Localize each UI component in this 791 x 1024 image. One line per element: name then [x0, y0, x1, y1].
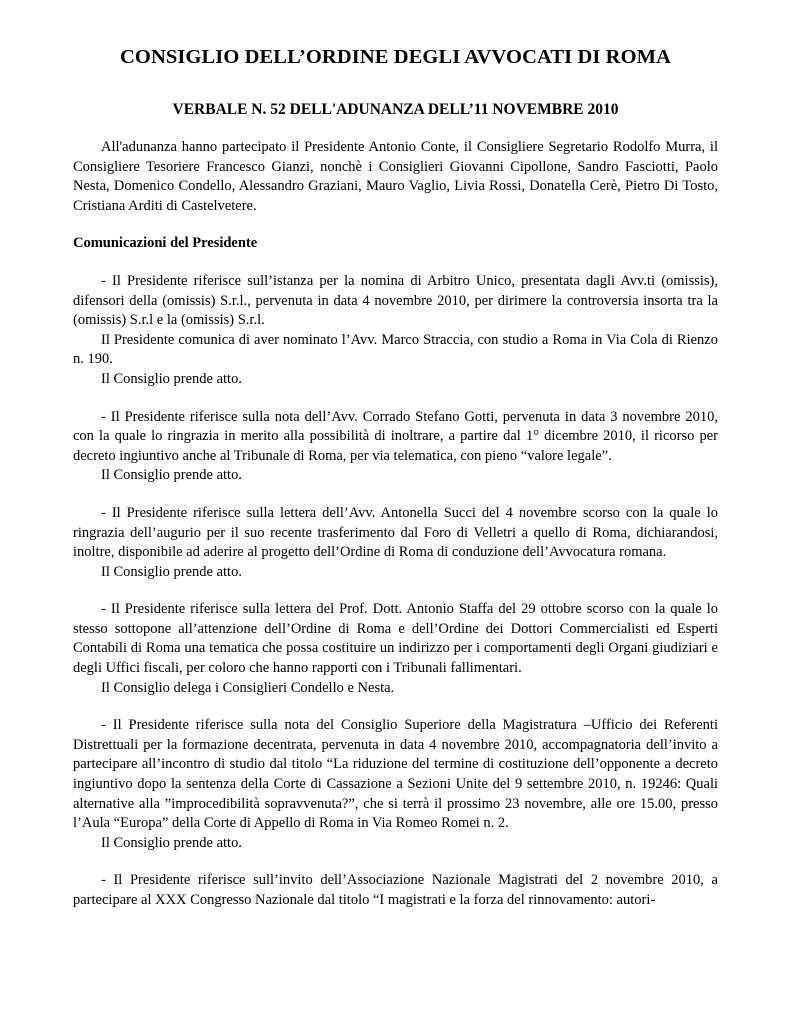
item-3-resolution: Il Consiglio prende atto.	[101, 563, 242, 580]
document-body	[73, 138, 718, 911]
item-4-resolution: Il Consiglio delega i Consiglieri Condello e Nesta.	[101, 679, 395, 696]
item-6-paragraph-1: - Il Presidente riferisce sull’invito dell’Associazione Nazionale Magistrati del 2 novembre 2010, a partecipare al XXX Congresso Nazionale dal titolo “I magistrati e la forza del rinnovamento: autori-	[73, 872, 718, 908]
item-1-paragraph-2: Il Presidente comunica di aver nominato l’Avv. Marco Straccia, con studio a Roma in Via Cola di Rienzo n. 190.	[73, 331, 718, 368]
item-2-paragraph-1: - Il Presidente riferisce sulla nota dell’Avv. Corrado Stefano Gotti, pervenuta in data 3 novembre 2010, con la quale lo ringrazia in merito alla possibilità di inoltrare, a partire dal 1° dicembre 2010, il ricorso per decreto ingiuntivo anche al Tribunale di Roma, per via telematica, con pieno “valore legale”.	[73, 408, 718, 464]
item-5-paragraph-1: - Il Presidente riferisce sulla nota del Consiglio Superiore della Magistratura –Ufficio dei Referenti Distrettuali per la formazione decentrata, pervenuta in data 4 novembre 2010, accompagnatoria dell’invito a partecipare all’incontro di studio dal titolo “La riduzione del termine di costituzione dell’opponente a decreto ingiuntivo dopo la sentenza della Corte di Cassazione a Sezioni Unite del 9 settembre 2010, n. 19246: Quali alternative alla ”improcedibilità sopravvenuta?”, che si terrà il prossimo 23 novembre, alle ore 15.00, presso l’Aula “Europa” della Corte di Appello di Roma in Via Romeo Romei n. 2.	[73, 717, 718, 832]
item-1-paragraph-1: - Il Presidente riferisce sull’istanza per la nomina di Arbitro Unico, presentata dagli Avv.ti (omissis), difensori della (omissis) S.r.l., pervenuta in data 4 novembre 2010, per dirimere la controversia insorta tra la (omissis) S.r.l e la (omissis) S.r.l.	[73, 272, 718, 329]
item-5-resolution: Il Consiglio prende atto.	[101, 834, 242, 851]
item-3-paragraph-1: - Il Presidente riferisce sulla lettera dell’Avv. Antonella Succi del 4 novembre scorso con la quale lo ringrazia dell’augurio per il suo recente trasferimento dal Foro di Velletri a quello di Roma, dichiarandosi, inoltre, disponibile ad aderire al progetto dell’Ordine di Roma di conduzione dell’Avvocatura romana.	[73, 504, 718, 561]
item-4-paragraph-1: - Il Presidente riferisce sulla lettera del Prof. Dott. Antonio Staffa del 29 ottobre scorso con la quale lo stesso sottopone all’attenzione dell’Ordine di Roma e dell’Ordine dei Dottori Commercialisti ed Esperti Contabili di Roma una tematica che possa costituire un indirizzo per i comportamenti degli Organi giudiziari e degli Uffici fiscali, per coloro che hanno rapporti con i Tribunali fallimentari.	[73, 601, 718, 677]
item-1-resolution: Il Consiglio prende atto.	[101, 370, 242, 387]
document-title: CONSIGLIO DELL’ORDINE DEGLI AVVOCATI DI ROMA	[120, 46, 671, 68]
minutes-subtitle: VERBALE N. 52 DELL'ADUNANZA DELL’11 NOVEMBRE 2010	[172, 101, 619, 118]
section-heading: Comunicazioni del Presidente	[73, 235, 258, 252]
item-2-resolution: Il Consiglio prende atto.	[101, 467, 242, 484]
attendance-paragraph: All'adunanza hanno partecipato il Presidente Antonio Conte, il Consigliere Segretario Rodolfo Murra, il Consigliere Tesoriere Francesco Gianzi, nonchè i Consiglieri Giovanni Cipollone, Sandro Fasciotti, Paolo Nesta, Domenico Condello, Alessandro Graziani, Mauro Vaglio, Livia Rossi, Donatella Cerè, Pietro Di Tosto, Cristiana Arditi di Castelvetere.	[73, 139, 718, 214]
